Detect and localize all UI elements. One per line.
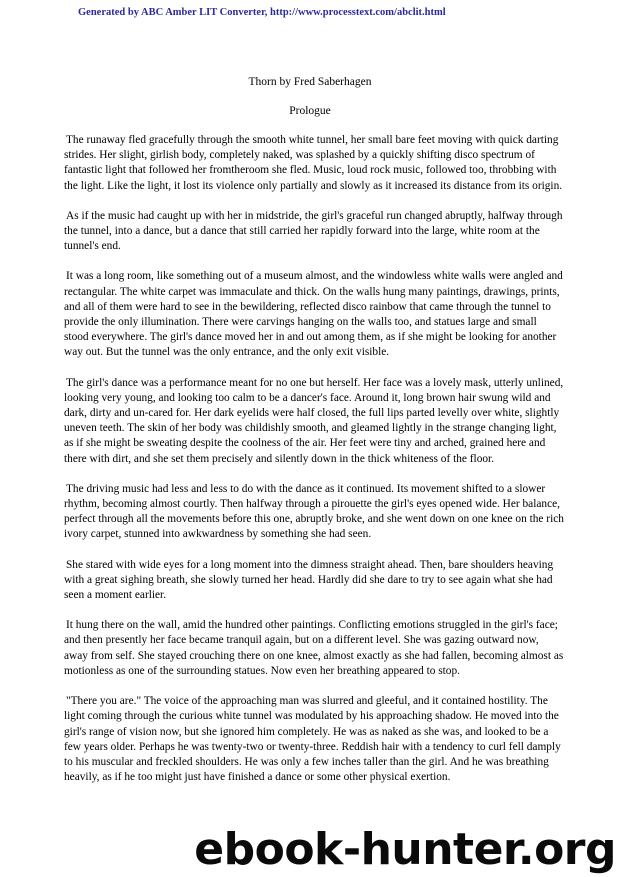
- paragraph: The driving music had less and less to do with the dance as it continued. Its movement shifted to a slower rhythm, becoming almost courtly. Then halfway through a pirouette the girl's eyes opened wide. Her balance, perfect through all the movements before this one, abruptly broke, and she went down on one knee on the rich ivory carpet, stunned into awkwardness by something she had seen.: [64, 482, 564, 541]
- paragraph: The runaway fled gracefully through the smooth white tunnel, her small bare feet moving with quick darting strides. Her slight, girlish body, completely naked, was splashed by a quickly shifting disco spectrum of fantastic light that followed her fromtheroom she fled. Music, loud rock music, followed too, throbbing with the light. Like the light, it lost its violence only partially and slowly as it increased its distance from its origin.: [64, 134, 563, 192]
- paragraph: The girl's dance was a performance meant for no one but herself. Her face was a lovely mask, utterly unlined, looking very young, and looking too calm to be a dancer's face. Around it, long brown hair swung wild and dark, dirty and un-cared for. Her dark eyelids were half closed, the full lips parted levelly over white, slightly uneven teeth. The skin of her body was childishly smooth, and gleamed lightly in the strange changing light, as if she might be sweating despite the coolness of the air. Her feet were tiny and arched, grained here and there with dirt, and she set them precisely and silently down in the thick whiteness of the floor.: [64, 376, 564, 465]
- converter-banner-link[interactable]: Generated by ABC Amber LIT Converter, http://www.processtext.com/abclit.html: [78, 7, 446, 18]
- paragraph: It hung there on the wall, amid the hundred other paintings. Conflicting emotions struggled in the girl's face; and then presently her face became tranquil again, but on a different level. She was gazing outward now, away from self. She stayed crouching there on one knee, almost exactly as she had fallen, becoming almost as motionless as one of the surrounding statues. Now even her breathing appeared to stop.: [64, 619, 564, 677]
- book-title: Thorn by Fred Saberhagen: [248, 76, 372, 88]
- chapter-title: Prologue: [289, 105, 331, 117]
- paragraph: It was a long room, like something out of a museum almost, and the windowless white walls were angled and rectangular. The white carpet was immaculate and thick. On the walls hung many paintings, drawings, prints, and all of them were hard to see in the bewildering, reflected disco rainbow that came through the tunnel to provide the only illumination. There were carvings hanging on the walls too, and statues large and small stood everywhere. The girl's dance moved her in and out among them, as if she might be looking for another way out. But the tunnel was the only entrance, and the only exit visible.: [64, 270, 563, 359]
- document-body: [64, 133, 564, 800]
- paragraph: As if the music had caught up with her in midstride, the girl's graceful run changed abruptly, halfway through the tunnel, into a dance, but a dance that still carried her rapidly forward into the large, white room at the tunnel's end.: [64, 209, 563, 253]
- watermark-text: ebook-hunter.org: [194, 824, 616, 875]
- paragraph: "There you are." The voice of the approaching man was slurred and gleeful, and it contained hostility. The light coming through the curious white tunnel was modulated by his approaching shadow. He moved into the girl's range of vision now, but she ignored him completely. He was as naked as she was, and looked to be a few years older. Perhaps he was twenty-two or twenty-three. Reddish hair with a tendency to curl fell damply to his muscular and freckled shoulders. He was only a few inches taller than the girl. And he was breathing heavily, as if he too might just have finished a dance or some other physical exertion.: [64, 695, 561, 784]
- paragraph: She stared with wide eyes for a long moment into the dimness straight ahead. Then, bare shoulders heaving with a great sighing breath, she slowly turned her head. Hardly did she dare to try to see again what she had seen a moment earlier.: [64, 558, 554, 602]
